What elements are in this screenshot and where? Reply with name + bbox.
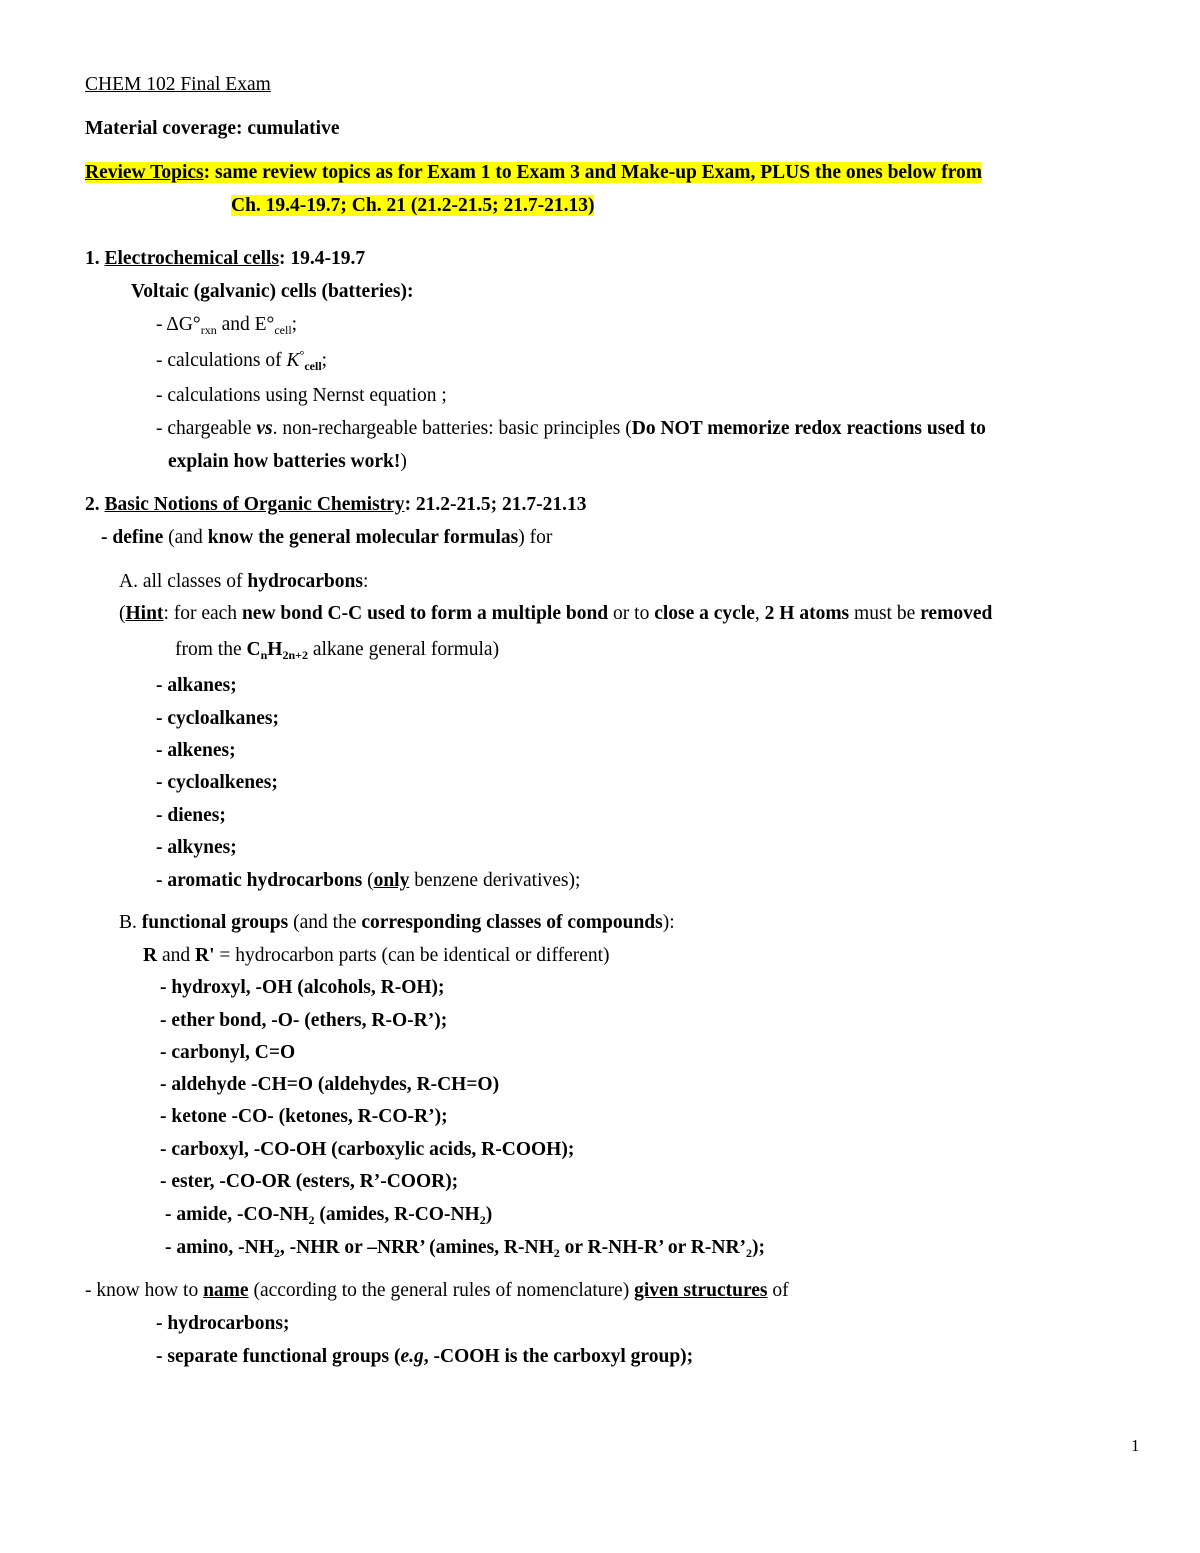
functional-group: - hydroxyl, -OH (alcohols, R-OH); <box>160 977 445 998</box>
page-title: CHEM 102 Final Exam <box>85 74 271 95</box>
functional-group: - amino, $-NH_2$, -NHR or –NRR’ (amines, $R-NH_2$ or R-NH-R’ or $R-NR’_2$); <box>165 1237 766 1260</box>
hydrocarbon-class: - cycloalkanes; <box>156 708 279 729</box>
review-topics-chapters: Ch. 19.4-19.7; Ch. 21 (21.2-21.5; 21.7-21.13) <box>231 195 595 216</box>
functional-group: - carbonyl, C=O <box>160 1042 296 1063</box>
batteries-item-cont: explain how batteries work!) <box>168 451 407 472</box>
hydrocarbon-class: - dienes; <box>156 805 226 826</box>
coverage-line: Material coverage: cumulative <box>85 118 340 139</box>
functional-group: - aldehyde -CH=O (aldehydes, R-CH=O) <box>160 1074 500 1095</box>
review-topics-label: Review Topics <box>85 162 204 183</box>
nomenclature-line: - know how to name (according to the general rules of nomenclature) given structures of <box>85 1280 789 1301</box>
subsection-a: A. all classes of hydrocarbons: <box>119 571 369 592</box>
batteries-item: - chargeable vs. non-rechargeable batteries: basic principles (Do NOT memorize redox reactions used to <box>156 418 986 439</box>
hydrocarbon-class: - alkynes; <box>156 837 237 858</box>
functional-group: - ketone -CO- (ketones, R-CO-R’); <box>160 1106 448 1127</box>
voltaic-cells-heading: Voltaic (galvanic) cells (batteries): <box>131 281 414 302</box>
nernst-item: - calculations using Nernst equation ; <box>156 385 447 406</box>
review-topics-line: Review Topics: same review topics as for Exam 1 to Exam 3 and Make-up Exam, PLUS the ones below from <box>85 162 982 183</box>
hydrocarbon-class: - alkenes; <box>156 740 236 761</box>
functional-group: - ether bond, -O- (ethers, R-O-R’); <box>160 1010 448 1031</box>
r-definition: R and R' = hydrocarbon parts (can be identical or different) <box>143 945 610 966</box>
hydrocarbon-class: - cycloalkenes; <box>156 772 278 793</box>
define-line: - define (and know the general molecular formulas) for <box>101 527 553 548</box>
page-number: 1 <box>1131 1436 1140 1455</box>
functional-group: - amide, $-CO-NH_2$ (amides, $R-CO-NH_2$) <box>165 1204 493 1227</box>
functional-group: - carboxyl, -CO-OH (carboxylic acids, R-COOH); <box>160 1139 575 1160</box>
functional-group: - ester, -CO-OR (esters, R’-COOR); <box>160 1171 459 1192</box>
k-cell-item: - calculations of $K^\circ_{cell}$; <box>156 348 328 373</box>
nomenclature-item: - separate functional groups (e.g, -COOH is the carboxyl group); <box>156 1346 694 1367</box>
aromatic-item: - aromatic hydrocarbons (only benzene derivatives); <box>156 870 581 891</box>
hint-line-cont: from the $C_nH_{2n+2}$ alkane general formula) <box>175 639 500 662</box>
hydrocarbon-class: - alkanes; <box>156 675 237 696</box>
section-1-heading: 1. Electrochemical cells: 19.4-19.7 <box>85 248 366 269</box>
section-2-heading: 2. Basic Notions of Organic Chemistry: 21.2-21.5; 21.7-21.13 <box>85 494 587 515</box>
subsection-b: B. functional groups (and the corresponding classes of compounds): <box>119 912 675 933</box>
hint-line: (Hint: for each new bond C-C used to form a multiple bond or to close a cycle, 2 H atoms must be removed <box>119 603 993 624</box>
nomenclature-item: - hydrocarbons; <box>156 1313 290 1334</box>
delta-g-item: - $\Delta G^\circ_{rxn}$ and $E^\circ_{cell}$; <box>156 314 298 337</box>
